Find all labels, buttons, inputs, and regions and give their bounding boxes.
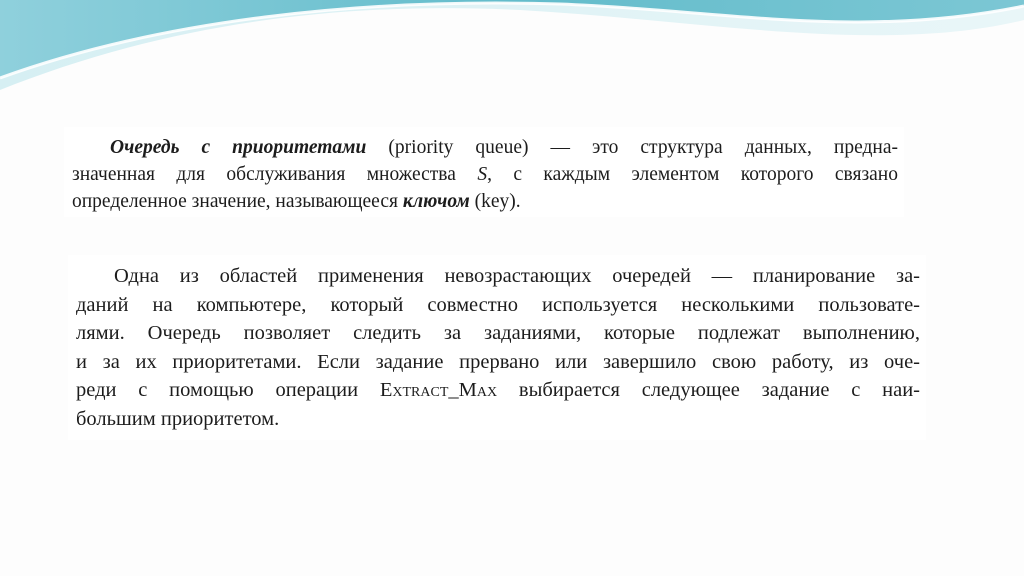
decorative-wave [0,0,1024,110]
paragraph-line-4: и за их приоритетами. Если задание прервано или завершило свою работу, из оче- [76,350,920,373]
definition-line-1: Очередь с приоритетами (priority queue) — это структура данных, предна- [110,137,898,158]
definition-line-3: определенное значение, называющееся ключом (key). [72,191,521,212]
set-symbol: S [477,164,488,185]
paragraph-line-1: Одна из областей применения невозрастающих очередей — планирование за- [114,265,920,287]
paragraph-line-3: лями. Очередь позволяет следить за заданиями, которые подлежат выполнению, [76,322,920,344]
paragraph-line-6: большим приоритетом. [76,407,280,430]
paragraph-line-2: даний на компьютере, который совместно используется несколькими пользовате- [76,293,920,316]
term-priority-queue: Очередь с приоритетами [110,137,367,158]
operation-name: Extract_Max [379,379,498,401]
definition-line-2: значенная для обслуживания множества S, с каждым элементом которого связано [72,164,898,185]
definition-panel [64,127,904,217]
term-key: ключом [402,191,470,212]
application-panel [68,255,926,440]
paragraph-line-5: реди с помощью операции Extract_Max выбирается следующее задание с наи- [76,379,920,401]
